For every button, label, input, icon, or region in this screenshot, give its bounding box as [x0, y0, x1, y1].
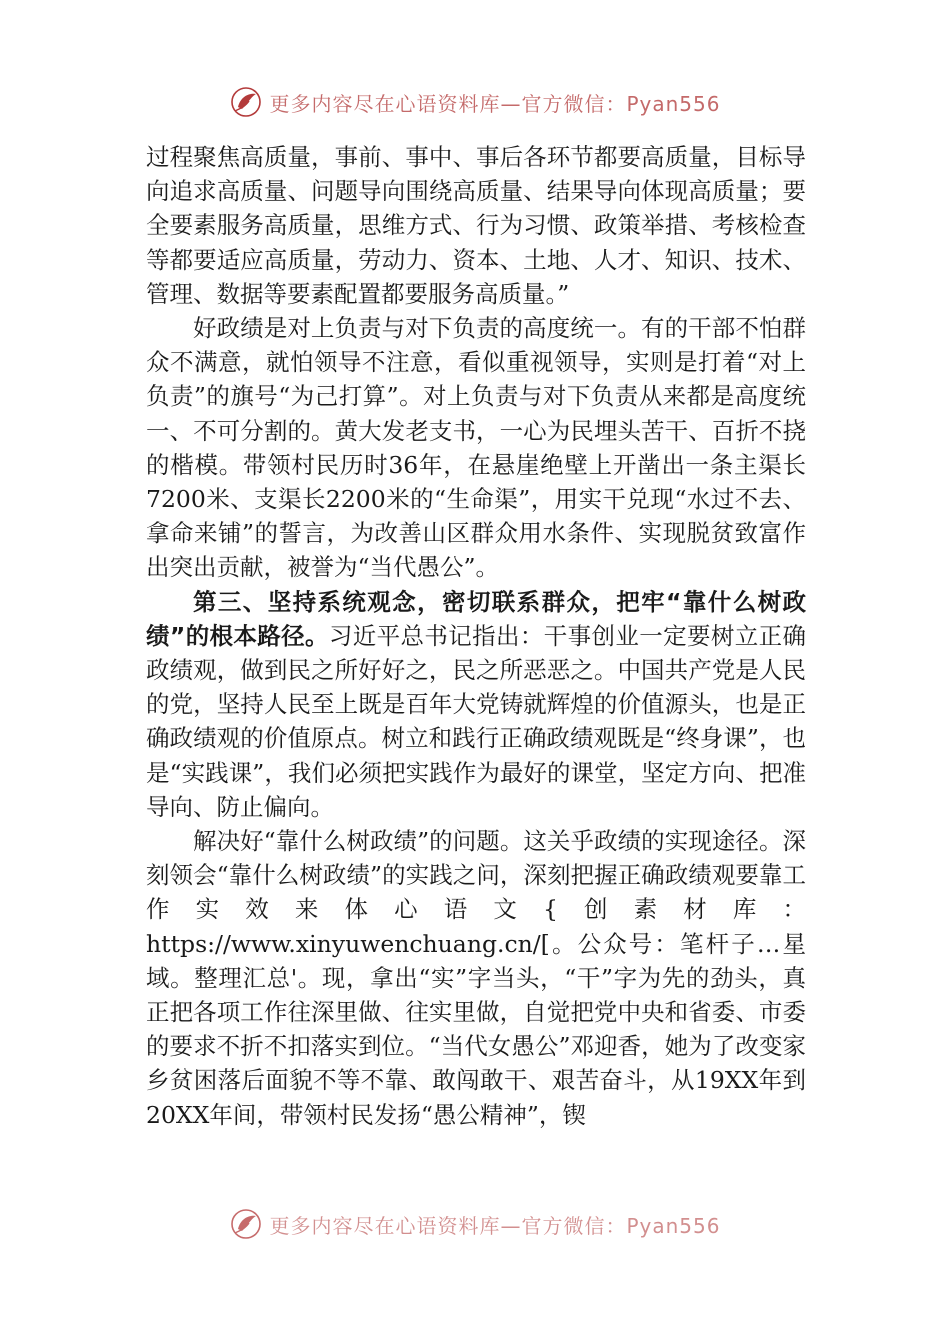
- paragraph-3: [146, 585, 806, 824]
- paragraph-4: 解决好“靠什么树政绩”的问题。这关乎政绩的实现途径。深刻领会“靠什么树政绩”的实践之问，深刻把握正确政绩观要靠工作实效来体心语文{创素材库：https://www.xinyuwenchuang.cn/[。公众号：笔杆子…星域。整理汇总'。现，拿出“实”字当头，“干”字为先的劲头，真正把各项工作往深里做、往实里做，自觉把党中央和省委、市委的要求不折不扣落实到位。“当代女愚公”邓迎香，她为了改变家乡贫困落后面貌不等不靠、敢闯敢干、艰苦奋斗，从19XX年到20XX年间，带领村民发扬“愚公精神”，锲: [146, 827, 806, 1129]
- section-heading: 第三、坚持系统观念，密切联系群众，把牢“靠什么树政绩”的根本路径。: [146, 587, 806, 650]
- header-banner: [0, 82, 950, 122]
- leaf-swirl-logo-icon: [229, 85, 263, 119]
- header-banner-text: 更多内容尽在心语资料库—官方微信：Pyan556: [269, 91, 721, 116]
- document-body: [146, 140, 806, 1132]
- footer-banner: [0, 1204, 950, 1244]
- footer-banner-text: 更多内容尽在心语资料库—官方微信：Pyan556: [269, 1213, 721, 1238]
- paragraph-3-text: 习近平总书记指出：干事创业一定要树立正确政绩观，做到民之所好好之，民之所恶恶之。中国共产党是人民的党，坚持人民至上既是百年大党铸就辉煌的价值源头，也是正确政绩观的价值原点。树立和践行正确政绩观既是“终身课”，也是“实践课”，我们必须把实践作为最好的课堂，坚定方向、把准导向、防止偏向。: [146, 621, 806, 821]
- leaf-swirl-logo-icon: [229, 1207, 263, 1241]
- paragraph-1: 过程聚焦高质量，事前、事中、事后各环节都要高质量，目标导向追求高质量、问题导向围绕高质量、结果导向体现高质量；要全要素服务高质量，思维方式、行为习惯、政策举措、考核检查等都要适应高质量，劳动力、资本、土地、人才、知识、技术、管理、数据等要素配置都要服务高质量。”: [146, 143, 806, 308]
- paragraph-2: 好政绩是对上负责与对下负责的高度统一。有的干部不怕群众不满意，就怕领导不注意，看似重视领导，实则是打着“对上负责”的旗号“为己打算”。对上负责与对下负责从来都是高度统一、不可分割的。黄大发老支书，一心为民埋头苦干、百折不挠的楷模。带领村民历时36年，在悬崖绝壁上开凿出一条主渠长7200米、支渠长2200米的“生命渠”，用实干兑现“水过不去、拿命来铺”的誓言，为改善山区群众用水条件、实现脱贫致富作出突出贡献，被誉为“当代愚公”。: [146, 314, 806, 582]
